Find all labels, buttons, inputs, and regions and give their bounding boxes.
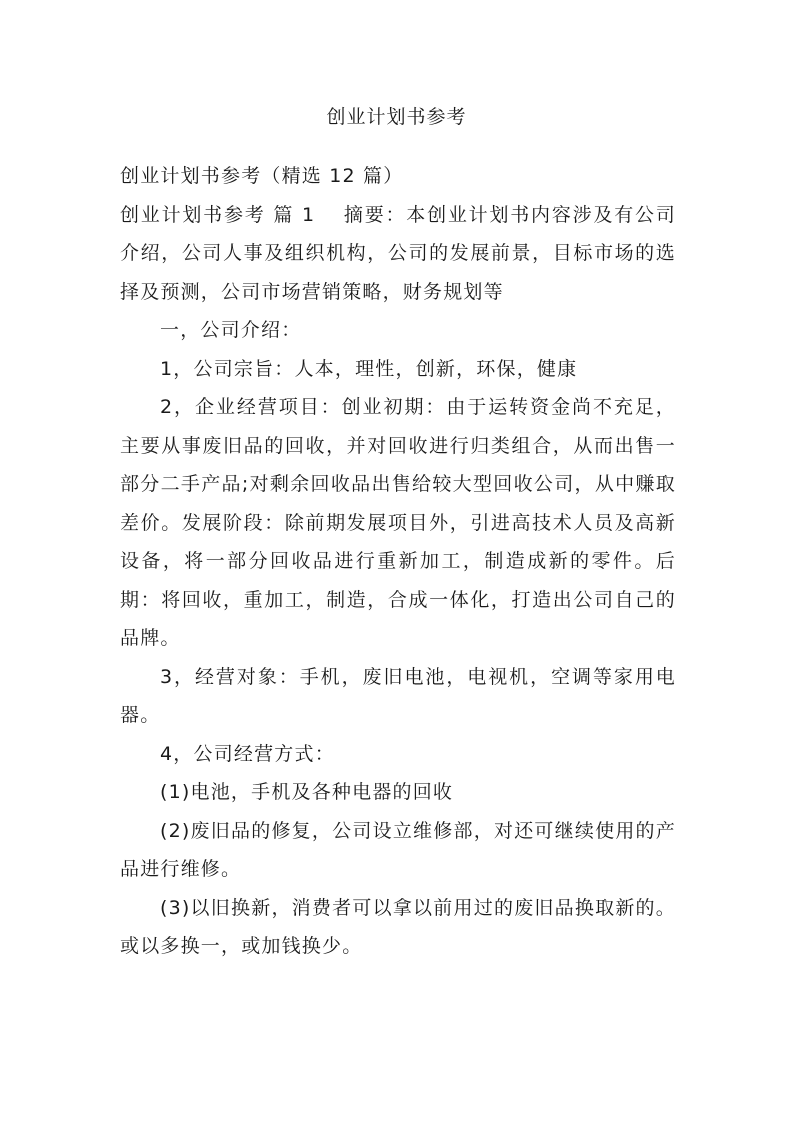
paragraph: 一，公司介绍：	[160, 319, 302, 341]
document-subtitle: 创业计划书参考（精选 12 篇）	[120, 165, 404, 187]
document-title: 创业计划书参考	[326, 106, 467, 128]
abstract-text: 摘要：本创业计划书内容涉及有公司介绍，公司人事及组织机构，公司的发展前景，目标市场的选择及预测，公司市场营销策略，财务规划等	[120, 203, 677, 303]
paragraph: 2，企业经营项目：创业初期：由于运转资金尚不充足，主要从事废旧品的回收，并对回收进行归类组合，从而出售一部分二手产品;对剩余回收品出售给较大型回收公司，从中赚取差价。发展阶段：除前期发展项目外，引进高技术人员及高新设备，将一部分回收品进行重新加工，制造成新的零件。后期：将回收，重加工，制造，合成一体化，打造出公司自己的品牌。	[120, 396, 676, 649]
paragraph: 1，公司宗旨：人本，理性，创新，环保，健康	[160, 357, 578, 380]
paragraph: (1)电池，手机及各种电器的回收	[160, 781, 454, 803]
paragraph: (2)废旧品的修复，公司设立维修部，对还可继续使用的产品进行维修。	[120, 819, 676, 880]
paragraph: 4，公司经营方式：	[160, 742, 335, 765]
document-body	[120, 157, 676, 966]
paragraph: (3)以旧换新，消费者可以拿以前用过的废旧品换取新的。或以多换一，或加钱换少。	[120, 896, 676, 957]
paragraph: 3，经营对象：手机，废旧电池，电视机，空调等家用电器。	[120, 665, 676, 726]
section-intro	[120, 196, 676, 312]
section-heading: 创业计划书参考 篇 1	[120, 203, 316, 226]
